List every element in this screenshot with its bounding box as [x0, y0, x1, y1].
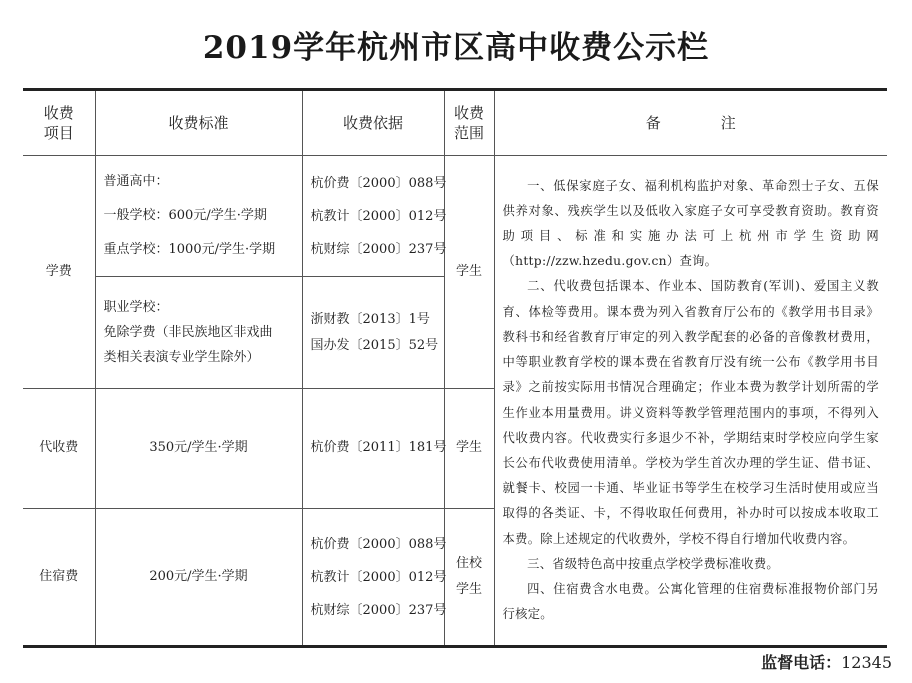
- basis-line: 杭教计〔2000〕012号: [310, 569, 447, 585]
- fee-table: [23, 88, 887, 648]
- notes-cell: [494, 156, 887, 647]
- lodging-basis: [302, 509, 447, 647]
- note-item: 一、低保家庭子女、福利机构监护对象、革命烈士子女、五保供养对象、残疾学生以及低收入家庭子女可享受教育资助。教育资助项目、标准和实施办法可上杭州市学生资助网（http://zzw.hzedu.gov.cn）查询。: [502, 178, 879, 269]
- tuition-general-basis: [302, 156, 447, 277]
- header-notes: [494, 90, 887, 156]
- standard-line: 职业学校：: [103, 300, 169, 315]
- basis-line: 杭财综〔2000〕237号: [310, 241, 447, 257]
- phone-label: 监督电话：: [761, 653, 842, 672]
- lodging-item: 住宿费: [23, 509, 95, 647]
- agency-basis: 杭价费〔2011〕181号: [302, 389, 444, 509]
- standard-line: 免除学费（非民族地区非戏曲: [103, 325, 273, 340]
- header-item-line2: 项目: [43, 124, 74, 142]
- tuition-scope: 学生: [444, 156, 494, 389]
- note-item: 二、代收费包括课本、作业本、国防教育(军训)、爱国主义教育、体检等费用。课本费为列入省教育厅公布的《教学用书目录》教科书和经省教育厅审定的列入教学配套的必备的音像教材费用，中等职业教育学校的课本费在省教育厅没有统一公布《教学用书目录》之前按实际用书情况合理确定；作业本费为教学计划所需的学生作业本用量费用。讲义资料等教学管理范围内的事项，不得列入代收费内容。代收费实行多退少不补，学期结束时学校应向学生家长公布代收费使用清单。学校为学生首次办理的学生证、借书证、就餐卡、校园一卡通、毕业证书等学生在校学习生活时使用或应当取得的各类证、卡，不得收取任何费用，补办时可以按成本收取工本费。除上述规定的代收费外，学校不得自行增加代收费内容。: [502, 279, 879, 546]
- standard-line: 一般学校：600元/学生·学期: [103, 208, 267, 223]
- lodging-scope-line2: 学生: [455, 582, 482, 597]
- note-item: 四、住宿费含水电费。公寓化管理的住宿费标准报物价部门另行核定。: [502, 581, 879, 622]
- basis-line: 浙财教〔2013〕1号: [310, 311, 430, 327]
- standard-line: 类相关表演专业学生除外）: [103, 350, 260, 365]
- lodging-standard: 200元/学生·学期: [95, 509, 302, 647]
- supervision-phone: [761, 650, 892, 673]
- standard-line: 重点学校：1000元/学生·学期: [103, 242, 276, 257]
- lodging-scope-line1: 住校: [455, 556, 482, 571]
- basis-line: 杭教计〔2000〕012号: [310, 208, 447, 224]
- header-scope-line1: 收费: [453, 103, 484, 122]
- tuition-item: 学费: [23, 156, 95, 389]
- note-item: 三、省级特色高中按重点学校学费标准收费。: [527, 556, 780, 571]
- basis-line: 国办发〔2015〕52号: [310, 337, 439, 353]
- agency-standard: 350元/学生·学期: [95, 389, 302, 509]
- basis-line: 杭财综〔2000〕237号: [310, 602, 447, 618]
- basis-line: 杭价费〔2000〕088号: [310, 536, 447, 552]
- tuition-general-row: [23, 156, 887, 277]
- header-item-line1: 收费: [43, 103, 74, 122]
- agency-item: 代收费: [23, 389, 95, 509]
- header-item: [23, 90, 95, 156]
- phone-number: 12345: [841, 653, 892, 672]
- header-basis: 收费依据: [302, 90, 444, 156]
- agency-scope: 学生: [444, 389, 494, 509]
- header-row: [23, 90, 887, 156]
- page-title: 2019学年杭州市区高中收费公示栏: [202, 30, 710, 66]
- header-scope: [444, 90, 494, 156]
- header-scope-line2: 范围: [453, 124, 484, 142]
- standard-line: 普通高中：: [103, 174, 169, 189]
- basis-line: 杭价费〔2000〕088号: [310, 175, 447, 191]
- tuition-vocational-standard: [95, 277, 302, 389]
- lodging-scope: [444, 509, 494, 647]
- header-notes-label: 备 注: [645, 113, 736, 132]
- tuition-vocational-basis: [302, 277, 444, 389]
- header-standard: 收费标准: [95, 90, 302, 156]
- tuition-general-standard: [95, 156, 302, 277]
